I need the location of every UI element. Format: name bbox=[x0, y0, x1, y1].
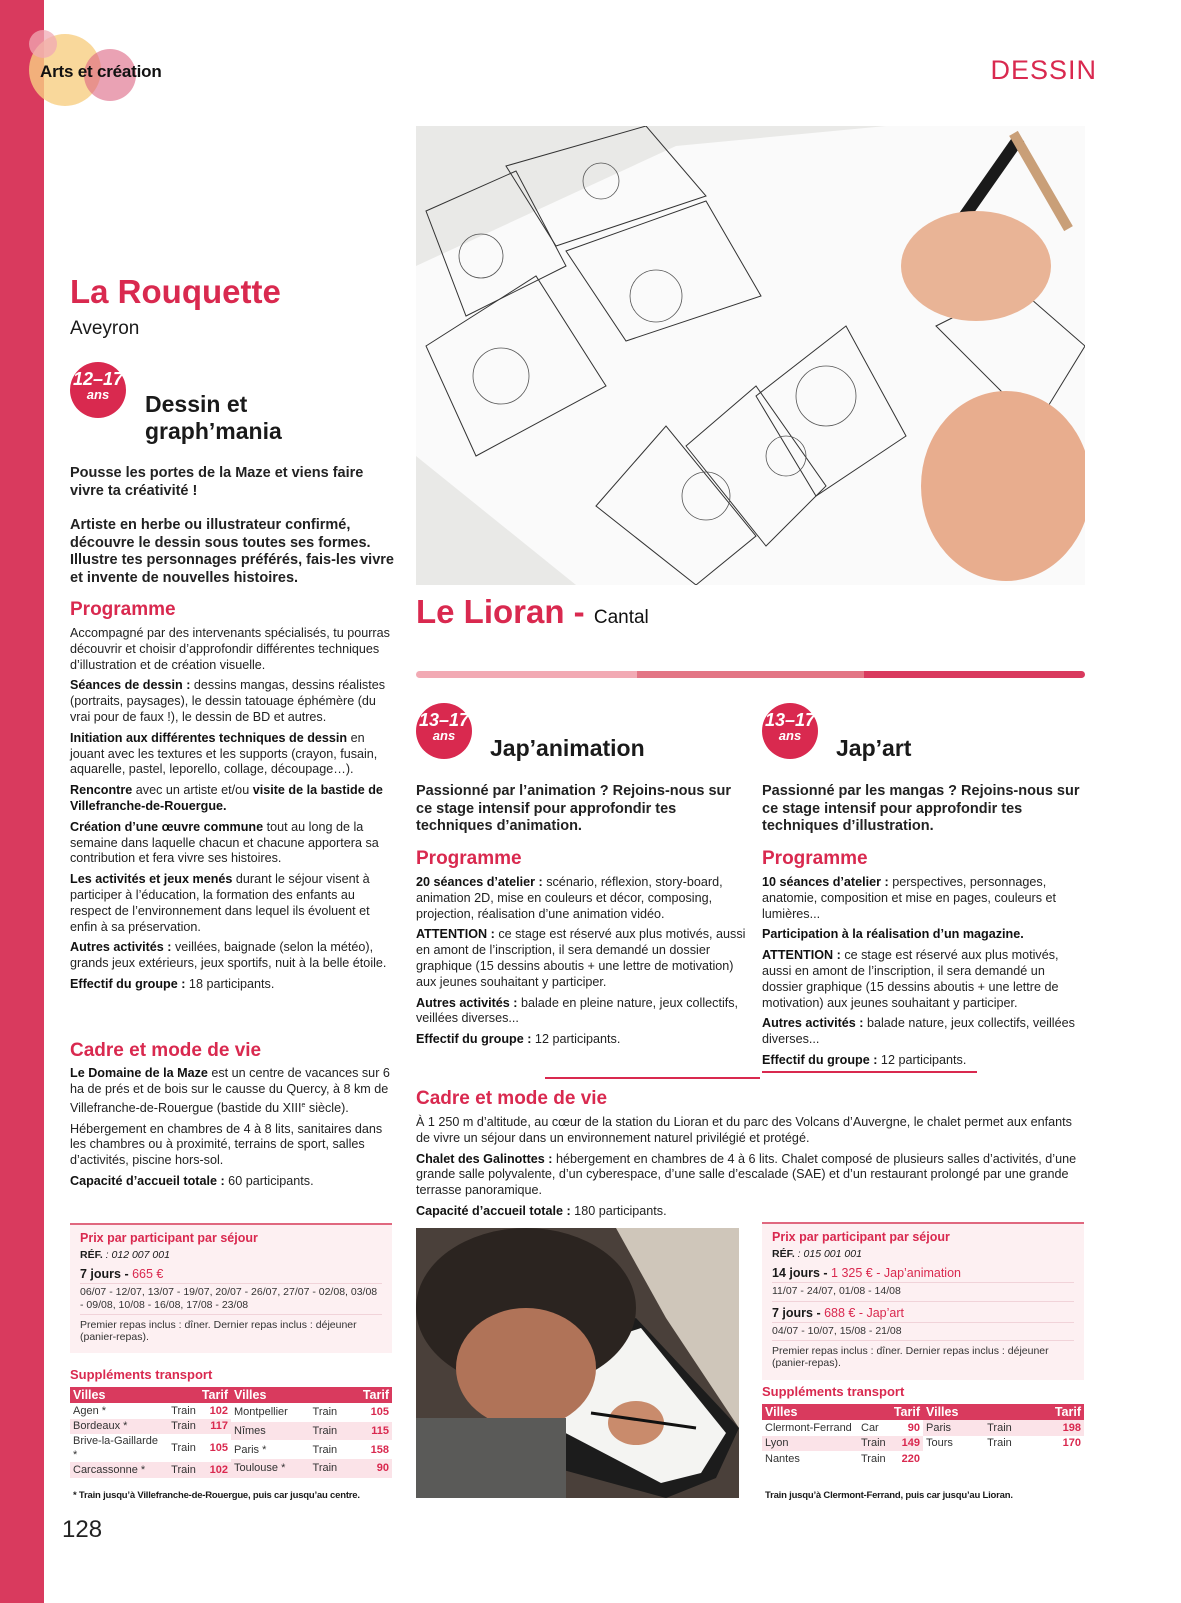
page-number: 128 bbox=[62, 1516, 103, 1543]
programme-heading: Programme bbox=[70, 599, 176, 620]
age-badge bbox=[70, 362, 126, 418]
stay-title: Jap’animation bbox=[490, 735, 645, 761]
transport-row bbox=[231, 1440, 392, 1459]
mode-cell: Train bbox=[171, 1442, 196, 1454]
transport-row bbox=[231, 1459, 392, 1478]
transport-row bbox=[923, 1420, 1084, 1436]
price-cell: 90 bbox=[907, 1421, 920, 1434]
intro-paragraph: Pousse les portes de la Maze et viens faire vivre ta créativité ! bbox=[70, 465, 364, 499]
paragraph: Effectif du groupe : 12 participants. bbox=[416, 1032, 621, 1047]
city-cell: Paris bbox=[923, 1420, 984, 1436]
transport-table-right bbox=[923, 1404, 1084, 1451]
programme-text bbox=[70, 626, 395, 998]
paragraph: Autres activités : balade nature, jeux collectifs, veillées diverses... bbox=[762, 1016, 1075, 1047]
location-name: Le Lioran - bbox=[416, 593, 594, 630]
paragraph: Autres activités : balade en pleine nature, jeux collectifs, veillées diverses... bbox=[416, 995, 739, 1026]
city-cell: Clermont-Ferrand bbox=[765, 1421, 852, 1434]
paragraph: Autres activités : veillées, baignade (selon la météo), grands jeux extérieurs, jeux sportifs, nuit à la belle étoile. bbox=[70, 940, 387, 971]
decorative-circle bbox=[29, 30, 57, 58]
city-cell: Agen * bbox=[73, 1404, 107, 1417]
age-range: 12–17 bbox=[72, 369, 124, 389]
transport-table-left bbox=[762, 1404, 923, 1467]
transport-heading: Suppléments transport bbox=[762, 1384, 905, 1399]
divider bbox=[545, 1077, 760, 1079]
programme-text bbox=[416, 875, 746, 1053]
stay-title bbox=[145, 391, 282, 445]
col-header: Tarif bbox=[890, 1404, 923, 1420]
age-unit: ans bbox=[86, 387, 110, 402]
mode-cell: Train bbox=[310, 1459, 350, 1478]
mode-cell: Train bbox=[312, 1443, 338, 1456]
city-cell: Carcassonne * bbox=[70, 1462, 168, 1478]
cadre-heading: Cadre et mode de vie bbox=[70, 1040, 262, 1061]
programme-heading: Programme bbox=[762, 848, 868, 869]
price-line: 7 jours - 665 € bbox=[80, 1267, 382, 1284]
city-cell: Montpellier bbox=[234, 1406, 288, 1419]
city-cell: Paris * bbox=[234, 1443, 267, 1456]
mode-cell: Train bbox=[312, 1406, 338, 1419]
stripe-segment bbox=[864, 671, 1085, 678]
meal-note: Premier repas inclus : dîner. Dernier repas inclus : déjeuner (panier-repas). bbox=[772, 1345, 1049, 1369]
location-title bbox=[416, 593, 649, 631]
city-cell: Bordeaux * bbox=[70, 1419, 168, 1435]
price-cell: 158 bbox=[370, 1443, 389, 1456]
col-header: Villes bbox=[70, 1387, 168, 1403]
meal-note: Premier repas inclus : dîner. Dernier repas inclus : déjeuner (panier-repas). bbox=[80, 1319, 357, 1343]
transport-row bbox=[231, 1403, 392, 1422]
mode-cell: Train bbox=[861, 1452, 886, 1465]
paragraph: ATTENTION : ce stage est réservé aux plus motivés, aussi en amont de l’inscription, il sera demandé un dossier graphique (15 dessins aboutis + une lettre de motivation) aux jeunes souhaitant y participer. bbox=[762, 948, 1059, 1010]
sidebar-band bbox=[0, 0, 44, 1603]
paragraph: À 1 250 m d’altitude, au cœur de la station du Lioran et du parc des Volcans d’Auvergne, le chalet permet aux enfants de vivre un séjour dans un environnement naturel privilégié et protégé. bbox=[416, 1115, 1072, 1145]
paragraph: 20 séances d’atelier : scénario, réflexion, story-board, animation 2D, mise en couleurs et décor, composing, projection, réalisation d’une animation vidéo. bbox=[416, 875, 723, 921]
transport-row bbox=[231, 1422, 392, 1441]
age-range: 13–17 bbox=[418, 710, 470, 730]
paragraph: Capacité d’accueil totale : 180 participants. bbox=[416, 1203, 667, 1218]
mode-cell: Train bbox=[168, 1462, 199, 1478]
price-cell: 105 bbox=[370, 1406, 389, 1419]
transport-row bbox=[762, 1436, 923, 1452]
stay-title: Jap’art bbox=[836, 735, 912, 761]
paragraph: Rencontre avec un artiste et/ou visite de la bastide de Villefranche-de-Rouergue. bbox=[70, 783, 383, 813]
age-badge bbox=[416, 703, 472, 759]
boy-light-table-photo bbox=[416, 1228, 739, 1498]
reference: RÉF. : 015 001 001 bbox=[772, 1248, 862, 1260]
paragraph: Accompagné par des intervenants spécialisés, tu pourras découvrir et choisir d’approfondir différentes techniques d’illustration et de création visuelle. bbox=[70, 626, 390, 672]
paragraph: 10 séances d’atelier : perspectives, personnages, anatomie, composition et mise en pages, couleurs et lumières... bbox=[762, 875, 1057, 921]
city-cell: Toulouse * bbox=[231, 1459, 310, 1478]
stay-intro: Passionné par l’animation ? Rejoins-nous sur ce stage intensif pour approfondir tes techniques d’animation. bbox=[416, 783, 732, 834]
programme-heading: Programme bbox=[416, 848, 522, 869]
manga-drawing-photo bbox=[416, 126, 1085, 585]
stay-dates: 11/07 - 24/07, 01/08 - 14/08 bbox=[772, 1285, 1074, 1302]
cadre-heading: Cadre et mode de vie bbox=[416, 1088, 608, 1109]
paragraph: Initiation aux différentes techniques de dessin en jouant avec les textures et les supports (crayon, fusain, aquarelle, pastel, leporello, collage, découpage…). bbox=[70, 730, 378, 777]
age-unit: ans bbox=[432, 728, 456, 743]
col-header: Tarif bbox=[350, 1387, 392, 1403]
transport-table bbox=[762, 1404, 1084, 1467]
age-badge bbox=[762, 703, 818, 759]
transport-row bbox=[70, 1403, 231, 1419]
stay-intro bbox=[70, 465, 395, 587]
stay-dates: 04/07 - 10/07, 15/08 - 21/08 bbox=[772, 1325, 1074, 1342]
paragraph: Les activités et jeux menés durant le séjour visent à participer à l’éducation, la formation des enfants au respect de l’environnement dans lequel ils évoluent et enfin à sa préservation. bbox=[70, 872, 370, 934]
transport-heading: Suppléments transport bbox=[70, 1367, 213, 1382]
price-cell: 102 bbox=[199, 1462, 231, 1478]
paragraph: Chalet des Galinottes : hébergement en chambres de 4 à 6 lits. Chalet composé de plusieurs salles d’activités, d’une grande salle polyvalente, d’un cyberespace, d’une salle d’escalade (SAE) et d’un restaurant prolongé par une grande terrasse panoramique. bbox=[416, 1151, 1077, 1198]
col-header: Villes bbox=[231, 1387, 310, 1403]
price-cell: 149 bbox=[890, 1436, 923, 1452]
price-cell: 102 bbox=[209, 1404, 228, 1417]
price-cell: 117 bbox=[199, 1419, 231, 1435]
cadre-text bbox=[70, 1066, 395, 1195]
location-region: Aveyron bbox=[70, 318, 140, 339]
city-cell: Tours bbox=[926, 1437, 953, 1450]
transport-row bbox=[70, 1419, 231, 1435]
city-cell: Nantes bbox=[765, 1452, 800, 1465]
paragraph: Effectif du groupe : 18 participants. bbox=[70, 976, 275, 991]
age-unit: ans bbox=[778, 728, 802, 743]
location-title: La Rouquette bbox=[70, 273, 281, 310]
category-label: Arts et création bbox=[40, 62, 162, 81]
transport-footnote: * Train jusqu’à Villefranche-de-Rouergue, puis car jusqu’au centre. bbox=[73, 1490, 360, 1501]
intro-paragraph: Artiste en herbe ou illustrateur confirmé, découvre le dessin sous toutes ses formes. Illustre tes personnages préférés, fais-les vivre et invente de nouvelles histoires. bbox=[70, 517, 394, 586]
transport-row bbox=[762, 1451, 923, 1467]
col-header: Tarif bbox=[1033, 1404, 1084, 1420]
transport-table-left bbox=[70, 1387, 231, 1478]
location-region: Cantal bbox=[593, 607, 649, 628]
transport-row bbox=[762, 1420, 923, 1436]
transport-row bbox=[923, 1436, 1084, 1452]
decorative-stripe bbox=[416, 671, 1085, 678]
paragraph: ATTENTION : ce stage est réservé aux plus motivés, aussi en amont de l’inscription, il sera demandé un dossier graphique (15 dessins aboutis + une lettre de motivation) aux jeunes souhaitant y participer. bbox=[416, 927, 746, 989]
price-box bbox=[762, 1222, 1084, 1380]
paragraph: Hébergement en chambres de 4 à 8 lits, sanitaires dans les chambres ou à proximité, terrains de sport, salles d’activités, piscine hors-sol. bbox=[70, 1121, 383, 1168]
age-range: 13–17 bbox=[764, 710, 816, 730]
price-cell: 90 bbox=[350, 1459, 392, 1478]
mode-cell: Car bbox=[861, 1421, 879, 1434]
mode-cell: Train bbox=[168, 1419, 199, 1435]
transport-row bbox=[70, 1434, 231, 1462]
col-header: Villes bbox=[923, 1404, 984, 1420]
mode-cell: Train bbox=[984, 1420, 1033, 1436]
price-box bbox=[70, 1223, 392, 1353]
transport-row bbox=[70, 1462, 231, 1478]
price-cell: 220 bbox=[901, 1452, 920, 1465]
price-cell: 115 bbox=[350, 1422, 392, 1441]
price-cell: 105 bbox=[209, 1442, 228, 1454]
col-header: Villes bbox=[762, 1404, 858, 1420]
price-line: 14 jours - 1 325 € - Jap’animation bbox=[772, 1266, 1074, 1283]
transport-table-right bbox=[231, 1387, 392, 1478]
transport-footnote: Train jusqu’à Clermont-Ferrand, puis car jusqu’au Lioran. bbox=[765, 1490, 1013, 1501]
stripe-segment bbox=[416, 671, 637, 678]
stripe-segment bbox=[637, 671, 864, 678]
programme-text bbox=[762, 875, 1087, 1078]
paragraph: Effectif du groupe : 12 participants. bbox=[762, 1053, 977, 1073]
paragraph: Le Domaine de la Maze est un centre de vacances sur 6 ha de prés et de bois sur le causse du Quercy, à 8 km de Villefranche-de-Rouergue (bastide du XIIIe siècle). bbox=[70, 1066, 390, 1115]
paragraph: Séances de dessin : dessins mangas, dessins réalistes (portraits, paysages), le dessin tatouage éphémère (du vrai pour de faux !), le dessin de BD et autres. bbox=[70, 678, 386, 724]
cadre-text bbox=[416, 1115, 1086, 1225]
paragraph: Création d’une œuvre commune tout au long de la semaine dans laquelle chacun et chacune apportera sa contribution et fera vivre ses histoires. bbox=[70, 819, 379, 866]
price-cell: 170 bbox=[1062, 1437, 1081, 1450]
reference: RÉF. : 012 007 001 bbox=[80, 1249, 170, 1261]
stay-title-line: graph’mania bbox=[145, 418, 282, 444]
paragraph: Participation à la réalisation d’un magazine. bbox=[762, 927, 1024, 942]
paragraph: Capacité d’accueil totale : 60 participants. bbox=[70, 1173, 314, 1188]
city-cell: Brive-la-Gaillarde * bbox=[73, 1435, 158, 1461]
section-title: DESSIN bbox=[990, 55, 1097, 85]
stay-dates: 06/07 - 12/07, 13/07 - 19/07, 20/07 - 26/07, 27/07 - 02/08, 03/08 - 09/08, 10/08 - 16/08, 17/08 - 23/08 bbox=[80, 1286, 382, 1315]
stay-intro: Passionné par les mangas ? Rejoins-nous sur ce stage intensif pour approfondir tes techniques d’illustration. bbox=[762, 783, 1080, 834]
mode-cell: Train bbox=[171, 1404, 196, 1417]
price-heading: Prix par participant par séjour bbox=[772, 1230, 950, 1244]
mode-cell: Train bbox=[987, 1437, 1012, 1450]
col-header: Tarif bbox=[199, 1387, 231, 1403]
price-line: 7 jours - 688 € - Jap’art bbox=[772, 1306, 1074, 1323]
mode-cell: Train bbox=[310, 1422, 350, 1441]
price-cell: 198 bbox=[1033, 1420, 1084, 1436]
stay-title-line: Dessin et bbox=[145, 391, 248, 417]
price-heading: Prix par participant par séjour bbox=[80, 1231, 258, 1245]
city-cell: Nîmes bbox=[231, 1422, 310, 1441]
transport-table bbox=[70, 1387, 392, 1478]
city-cell: Lyon bbox=[762, 1436, 858, 1452]
mode-cell: Train bbox=[858, 1436, 890, 1452]
